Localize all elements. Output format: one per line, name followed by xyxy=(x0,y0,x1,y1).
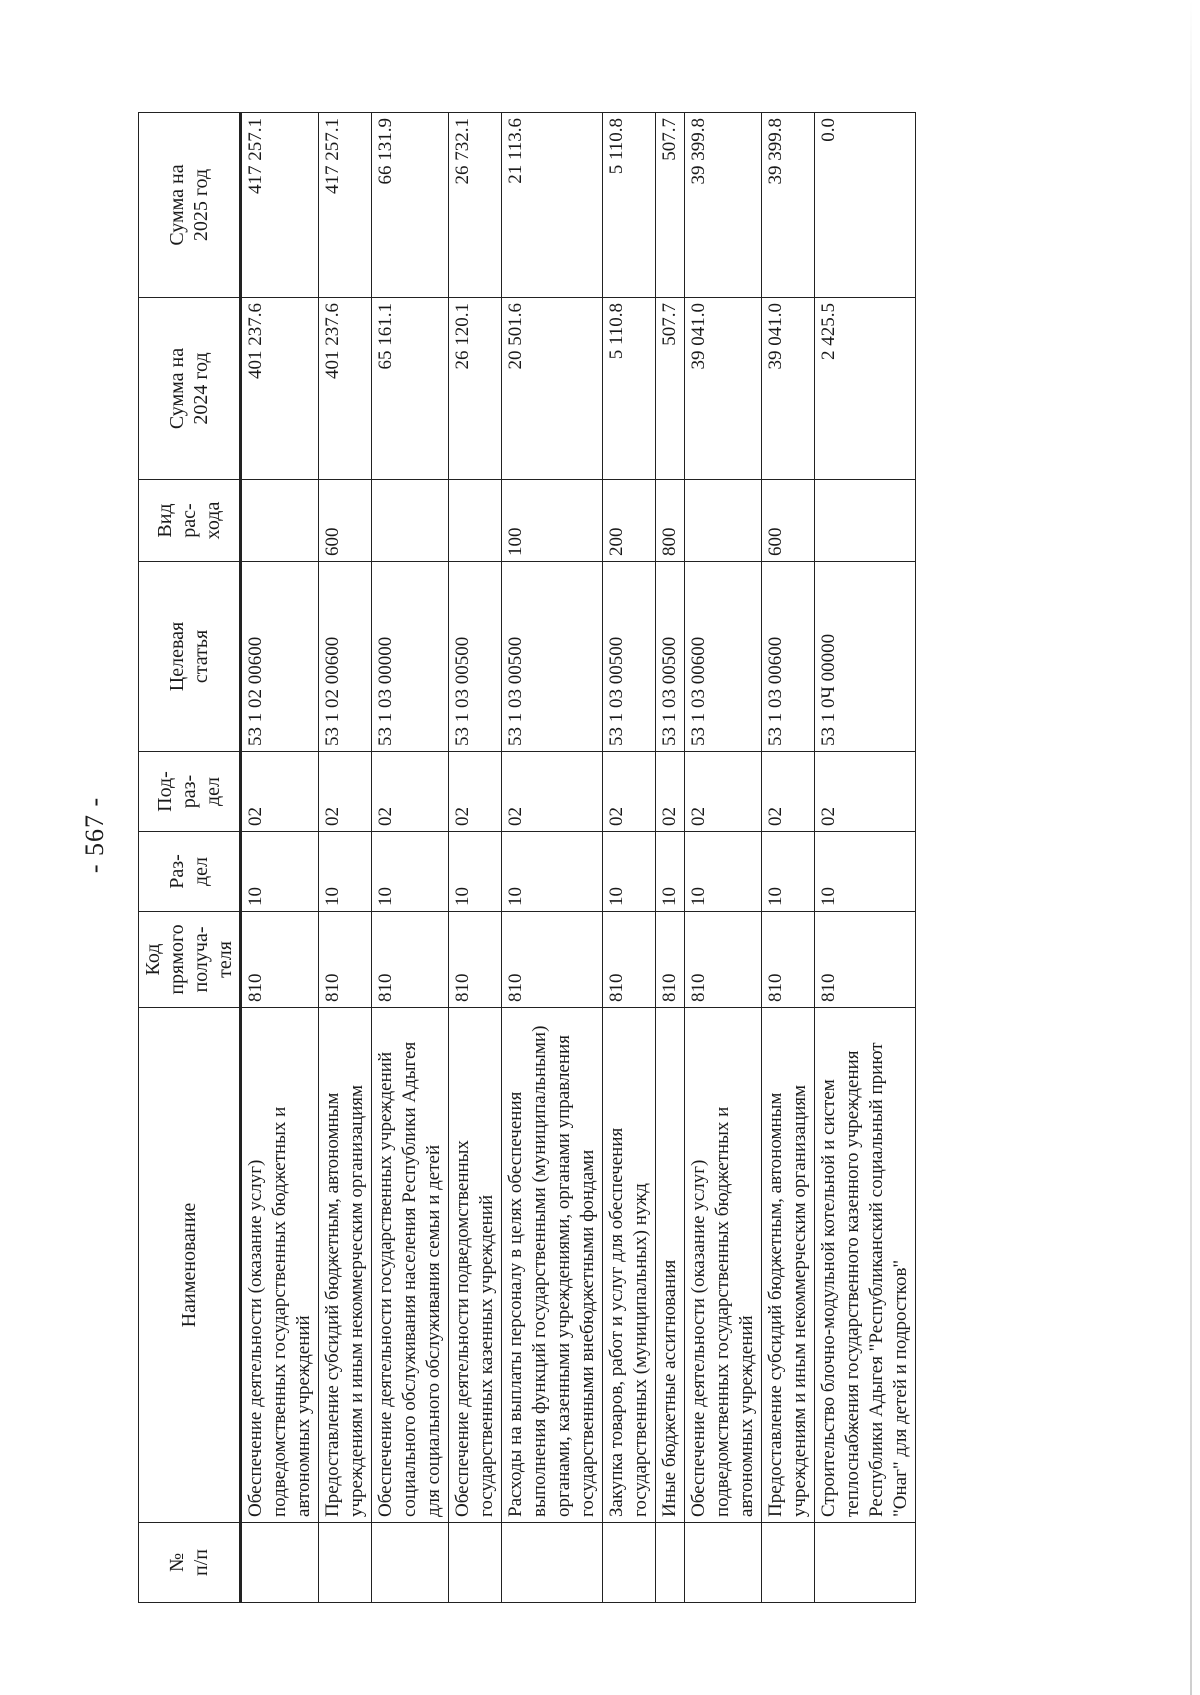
cell-sum-2024: 401 237.6 xyxy=(319,298,372,480)
cell-recipient-code: 810 xyxy=(685,912,762,1008)
cell-name: Предоставление субсидий бюджетным, автономным учреждениям и иным некоммерческим организациям xyxy=(762,1008,815,1523)
cell-subsection: 02 xyxy=(603,752,656,832)
cell-name: Закупка товаров, работ и услуг для обеспечения государственных (муниципальных) нужд xyxy=(603,1008,656,1523)
cell-recipient-code: 810 xyxy=(815,912,916,1008)
header-sum-2024: Сумма на 2024 год xyxy=(139,298,241,480)
header-recipient-code: Код прямого получа- теля xyxy=(139,912,241,1008)
cell-sum-2025: 39 399.8 xyxy=(685,113,762,298)
cell-sum-2025: 21 113.6 xyxy=(502,113,603,298)
cell-num xyxy=(656,1523,685,1603)
cell-sum-2024: 20 501.6 xyxy=(502,298,603,480)
cell-recipient-code: 810 xyxy=(449,912,502,1008)
cell-expense-type: 600 xyxy=(319,480,372,562)
cell-expense-type: 200 xyxy=(603,480,656,562)
table-row xyxy=(449,113,502,1603)
cell-subsection: 02 xyxy=(685,752,762,832)
cell-section: 10 xyxy=(502,832,603,912)
cell-subsection: 02 xyxy=(241,752,319,832)
cell-sum-2025: 39 399.8 xyxy=(762,113,815,298)
cell-recipient-code: 810 xyxy=(656,912,685,1008)
cell-sum-2024: 401 237.6 xyxy=(241,298,319,480)
cell-recipient-code: 810 xyxy=(502,912,603,1008)
cell-subsection: 02 xyxy=(319,752,372,832)
cell-target-article: 53 1 02 00600 xyxy=(241,562,319,752)
cell-section: 10 xyxy=(762,832,815,912)
cell-section: 10 xyxy=(815,832,916,912)
cell-name: Расходы на выплаты персоналу в целях обеспечения выполнения функций государственными (муниципальными) органами, казенными учреждениями, органами управления государственными внебюджетными фондами xyxy=(502,1008,603,1523)
header-expense-type: Вид рас- хода xyxy=(139,480,241,562)
cell-sum-2025: 507.7 xyxy=(656,113,685,298)
cell-section: 10 xyxy=(656,832,685,912)
header-name: Наименование xyxy=(139,1008,241,1523)
cell-expense-type: 100 xyxy=(502,480,603,562)
table-row xyxy=(656,113,685,1603)
table-row xyxy=(762,113,815,1603)
cell-expense-type: 600 xyxy=(762,480,815,562)
cell-expense-type xyxy=(685,480,762,562)
cell-recipient-code: 810 xyxy=(319,912,372,1008)
table-row xyxy=(815,113,916,1603)
cell-sum-2024: 39 041.0 xyxy=(762,298,815,480)
cell-subsection: 02 xyxy=(656,752,685,832)
cell-section: 10 xyxy=(319,832,372,912)
table-row xyxy=(319,113,372,1603)
table-header-row xyxy=(139,113,241,1603)
cell-name: Строительство блочно-модульной котельной и систем теплоснабжения государственного казенного учреждения Республики Адыгея "Республиканский социальный приют "Онаг" для детей и подростков" xyxy=(815,1008,916,1523)
table-row xyxy=(685,113,762,1603)
table-row xyxy=(241,113,319,1603)
cell-section: 10 xyxy=(603,832,656,912)
cell-expense-type: 800 xyxy=(656,480,685,562)
cell-num xyxy=(603,1523,656,1603)
cell-num xyxy=(241,1523,319,1603)
cell-section: 10 xyxy=(685,832,762,912)
cell-expense-type xyxy=(815,480,916,562)
table-row xyxy=(502,113,603,1603)
table-row xyxy=(372,113,449,1603)
cell-target-article: 53 1 02 00600 xyxy=(319,562,372,752)
cell-subsection: 02 xyxy=(502,752,603,832)
cell-num xyxy=(815,1523,916,1603)
cell-subsection: 02 xyxy=(815,752,916,832)
cell-target-article: 53 1 03 00000 xyxy=(372,562,449,752)
header-sum-2025: Сумма на 2025 год xyxy=(139,113,241,298)
cell-section: 10 xyxy=(449,832,502,912)
cell-expense-type xyxy=(372,480,449,562)
cell-name: Обеспечение деятельности государственных учреждений социального обслуживания населения Республики Адыгея для социального обслуживания семьи и детей xyxy=(372,1008,449,1523)
cell-recipient-code: 810 xyxy=(241,912,319,1008)
cell-sum-2024: 5 110.8 xyxy=(603,298,656,480)
cell-target-article: 53 1 03 00500 xyxy=(449,562,502,752)
cell-section: 10 xyxy=(372,832,449,912)
cell-name: Обеспечение деятельности подведомственных государственных казенных учреждений xyxy=(449,1008,502,1523)
cell-sum-2025: 5 110.8 xyxy=(603,113,656,298)
budget-table xyxy=(138,112,916,1603)
cell-sum-2025: 66 131.9 xyxy=(372,113,449,298)
cell-expense-type xyxy=(241,480,319,562)
cell-subsection: 02 xyxy=(372,752,449,832)
cell-subsection: 02 xyxy=(762,752,815,832)
cell-target-article: 53 1 0Ч 00000 xyxy=(815,562,916,752)
cell-name: Обеспечение деятельности (оказание услуг) подведомственных государственных бюджетных и автономных учреждений xyxy=(241,1008,319,1523)
table-row xyxy=(603,113,656,1603)
cell-subsection: 02 xyxy=(449,752,502,832)
cell-recipient-code: 810 xyxy=(762,912,815,1008)
scan-edge-shadow xyxy=(1190,0,1192,1695)
cell-sum-2024: 507.7 xyxy=(656,298,685,480)
cell-section: 10 xyxy=(241,832,319,912)
cell-target-article: 53 1 03 00500 xyxy=(603,562,656,752)
cell-sum-2024: 39 041.0 xyxy=(685,298,762,480)
cell-sum-2025: 417 257.1 xyxy=(241,113,319,298)
cell-target-article: 53 1 03 00500 xyxy=(502,562,603,752)
cell-recipient-code: 810 xyxy=(603,912,656,1008)
cell-name: Иные бюджетные ассигнования xyxy=(656,1008,685,1523)
cell-sum-2025: 26 732.1 xyxy=(449,113,502,298)
cell-num xyxy=(319,1523,372,1603)
cell-num xyxy=(502,1523,603,1603)
cell-name: Предоставление субсидий бюджетным, автономным учреждениям и иным некоммерческим организациям xyxy=(319,1008,372,1523)
cell-num xyxy=(449,1523,502,1603)
cell-sum-2024: 26 120.1 xyxy=(449,298,502,480)
header-target-article: Целевая статья xyxy=(139,562,241,752)
cell-sum-2024: 65 161.1 xyxy=(372,298,449,480)
page-number: - 567 - xyxy=(80,796,109,874)
cell-expense-type xyxy=(449,480,502,562)
cell-sum-2024: 2 425.5 xyxy=(815,298,916,480)
cell-num xyxy=(685,1523,762,1603)
cell-sum-2025: 0.0 xyxy=(815,113,916,298)
header-section: Раз- дел xyxy=(139,832,241,912)
cell-recipient-code: 810 xyxy=(372,912,449,1008)
cell-num xyxy=(762,1523,815,1603)
cell-target-article: 53 1 03 00500 xyxy=(656,562,685,752)
cell-name: Обеспечение деятельности (оказание услуг) подведомственных государственных бюджетных и автономных учреждений xyxy=(685,1008,762,1523)
cell-target-article: 53 1 03 00600 xyxy=(762,562,815,752)
cell-sum-2025: 417 257.1 xyxy=(319,113,372,298)
cell-target-article: 53 1 03 00600 xyxy=(685,562,762,752)
header-subsection: Под- раз- дел xyxy=(139,752,241,832)
header-num: № п/п xyxy=(139,1523,241,1603)
cell-num xyxy=(372,1523,449,1603)
